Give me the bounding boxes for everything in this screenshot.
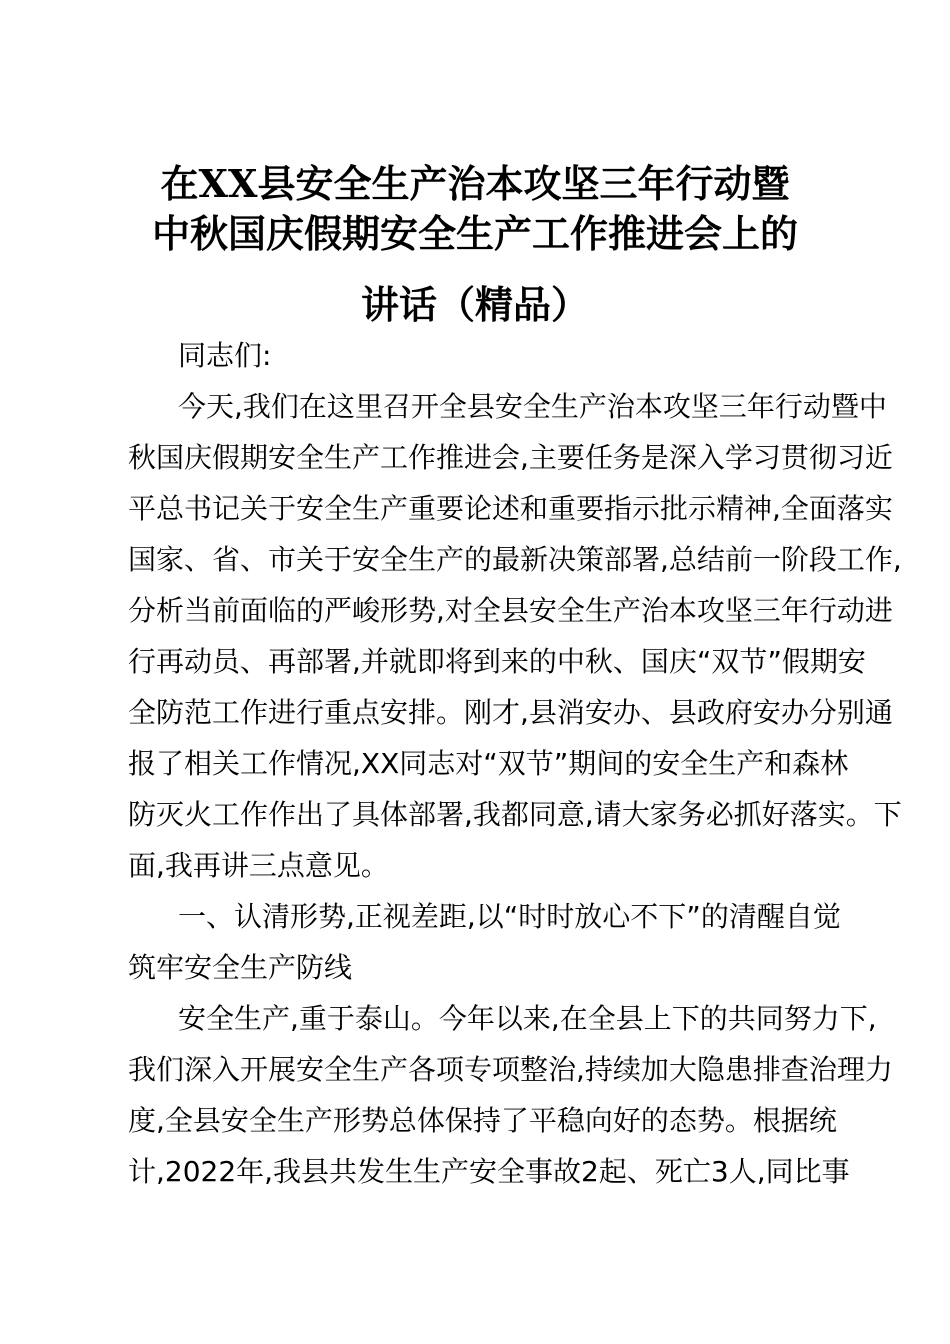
paragraph-line: 度,全县安全生产形势总体保持了平稳向好的态势。根据统 — [128, 1104, 837, 1137]
title-line-2: 中秋国庆假期安全生产工作推进会上的 — [151, 211, 798, 256]
paragraph-line: 国家、省、市关于安全生产的最新决策部署,总结前一阶段工作, — [128, 543, 902, 576]
paragraph-line: 我们深入开展安全生产各项专项整治,持续加大隐患排查治理力 — [128, 1053, 893, 1086]
paragraph-line: 今天,我们在这里召开全县安全生产治本攻坚三年行动暨中 — [178, 390, 887, 423]
title-line-3: 讲话（精品） — [360, 282, 589, 327]
paragraph-line: 安全生产,重于泰山。今年以来,在全县上下的共同努力下, — [178, 1002, 877, 1035]
paragraph-line: 面,我再讲三点意见。 — [128, 849, 389, 882]
salutation: 同志们: — [178, 339, 272, 372]
paragraph-line: 秋国庆假期安全生产工作推进会,主要任务是深入学习贯彻习近 — [128, 441, 893, 474]
paragraph-line: 行再动员、再部署,并就即将到来的中秋、国庆“双节”假期安 — [128, 645, 866, 678]
paragraph-line: 平总书记关于安全生产重要论述和重要指示批示精神,全面落实 — [128, 492, 893, 525]
paragraph-line: 全防范工作进行重点安排。刚才,县消安办、县政府安办分别通 — [128, 696, 893, 729]
paragraph-line: 计,2022年,我县共发生生产安全事故2起、死亡3人,同比事 — [128, 1155, 850, 1188]
title-line-1: 在XX县安全生产治本攻坚三年行动暨 — [160, 161, 790, 206]
paragraph-line: 分析当前面临的严峻形势,对全县安全生产治本攻坚三年行动进 — [128, 594, 893, 627]
paragraph-line: 防灭火工作作出了具体部署,我都同意,请大家务必抓好落实。下 — [128, 798, 902, 831]
section-heading-line: 一、认清形势,正视差距,以“时时放心不下”的清醒自觉 — [178, 900, 841, 933]
paragraph-line: 报了相关工作情况,XX同志对“双节”期间的安全生产和森林 — [128, 747, 849, 780]
section-heading-line: 筑牢安全生产防线 — [128, 951, 353, 984]
